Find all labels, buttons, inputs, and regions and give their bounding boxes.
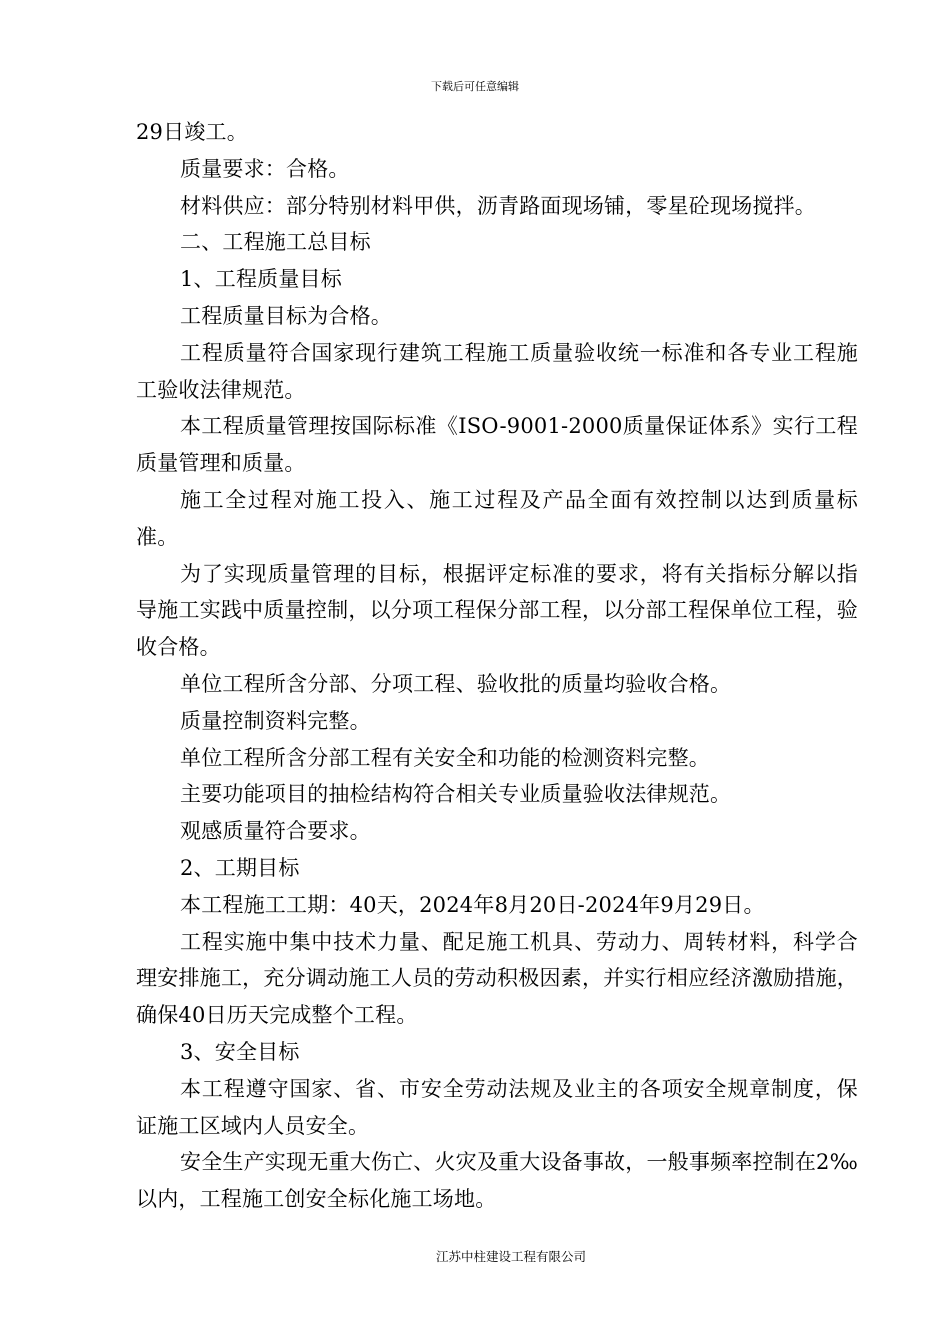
paragraph-acceptance: 单位工程所含分部、分项工程、验收批的质量均验收合格。: [180, 671, 732, 696]
paragraph-safety-regulations: 本工程遵守国家、省、市安全劳动法规及业主的各项安全规章制度，保证施工区域内人员安全。: [136, 1076, 858, 1138]
section-heading-overall-goals: 二、工程施工总目标: [180, 230, 371, 255]
paragraph-construction-period: 本工程施工工期：40天，2024年8月20日-2024年9月29日。: [180, 892, 765, 917]
paragraph-completion-date: 29日竣工。: [136, 120, 248, 144]
paragraph-function-inspection: 主要功能项目的抽检结构符合相关专业质量验收法律规范。: [180, 782, 732, 807]
page-footer-company: 江苏中柱建设工程有限公司: [435, 1249, 586, 1264]
subheading-schedule-goal: 2、工期目标: [180, 855, 300, 880]
subheading-quality-goal: 1、工程质量目标: [180, 267, 342, 292]
paragraph-process-control: 施工全过程对施工投入、施工过程及产品全面有效控制以达到质量标准。: [136, 487, 858, 549]
paragraph-quality-decomposition: 为了实现质量管理的目标，根据评定标准的要求，将有关指标分解以指导施工实践中质量控制，以分项工程保分部工程，以分部工程保单位工程，验收合格。: [136, 561, 858, 660]
paragraph-safety-records: 单位工程所含分部工程有关安全和功能的检测资料完整。: [180, 745, 710, 770]
paragraph-quality-standard: 工程质量符合国家现行建筑工程施工质量验收统一标准和各专业工程施工验收法律规范。: [136, 340, 858, 402]
paragraph-quality-requirement: 质量要求：合格。: [180, 156, 350, 181]
paragraph-material-supply: 材料供应：部分特别材料甲供，沥青路面现场铺，零星砼现场搅拌。: [180, 193, 816, 218]
subheading-safety-goal: 3、安全目标: [180, 1039, 300, 1064]
paragraph-iso-management: 本工程质量管理按国际标准《ISO-9001-2000质量保证体系》实行工程质量管理和质量。: [136, 414, 858, 476]
paragraph-quality-records: 质量控制资料完整。: [180, 708, 371, 733]
paragraph-quality-goal: 工程质量目标为合格。: [180, 303, 392, 328]
paragraph-safety-target: 安全生产实现无重大伤亡、火灾及重大设备事故，一般事频率控制在2‰以内，工程施工创安全标化施工场地。: [136, 1150, 858, 1212]
document-body: [136, 114, 858, 1218]
paragraph-schedule-measures: 工程实施中集中技术力量、配足施工机具、劳动力、周转材料，科学合理安排施工，充分调动施工人员的劳动积极因素，并实行相应经济激励措施，确保40日历天完成整个工程。: [136, 929, 858, 1028]
page-header-note: 下载后可任意编辑: [431, 80, 519, 93]
paragraph-appearance-quality: 观感质量符合要求。: [180, 819, 371, 844]
